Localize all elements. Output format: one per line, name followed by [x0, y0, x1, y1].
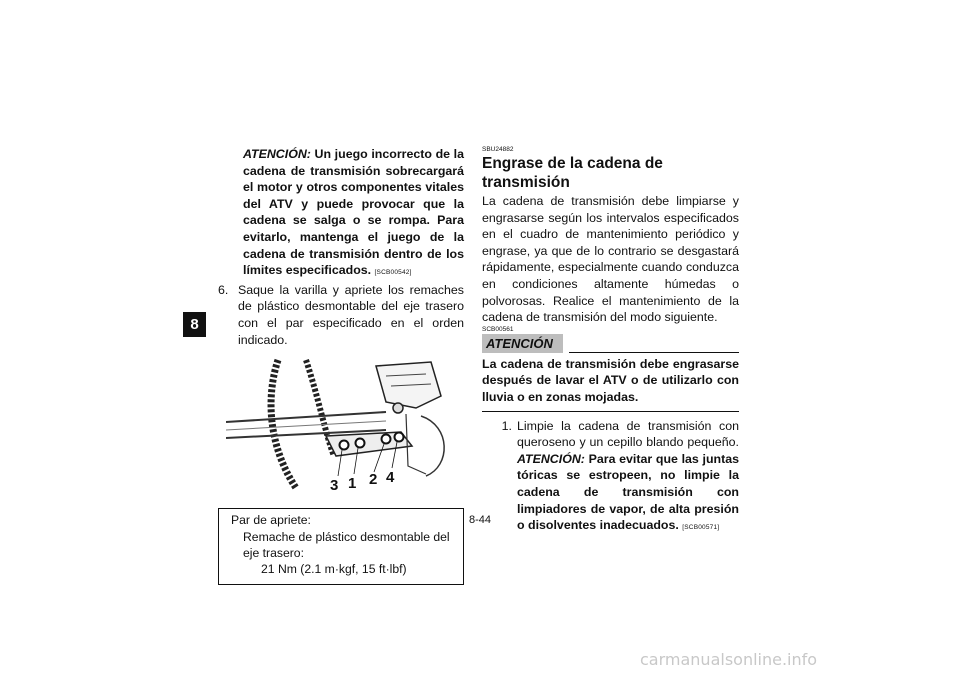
- step-number: 6.: [218, 282, 229, 297]
- spec-title: Par de apriete:: [231, 513, 311, 528]
- attention-code: SCB00561: [482, 325, 514, 333]
- attention-rule: [569, 352, 739, 353]
- step-caution-label: ATENCIÓN:: [517, 451, 585, 466]
- caution-paragraph: [218, 146, 464, 282]
- watermark: carmanualsonline.info: [640, 650, 818, 669]
- spec-item: Remache de plástico desmontable del eje trasero:: [243, 529, 450, 560]
- left-column: [218, 146, 464, 585]
- figure-label-3: 3: [330, 477, 339, 495]
- right-column: [482, 146, 739, 537]
- step-body: [517, 418, 739, 537]
- caution-code: [SCB00542]: [374, 269, 412, 277]
- caution-label: ATENCIÓN:: [243, 147, 311, 161]
- step-text: Limpie la cadena de transmisión con queroseno y un cepillo blando pequeño.: [517, 418, 739, 450]
- step-number: 1.: [501, 418, 512, 433]
- intro-paragraph: La cadena de transmisión debe limpiarse y engrasarse según los intervalos especificados en el cuadro de mantenimiento periódico y engrase, ya que de lo contrario se desgastará rápidamente, especialmente cuando conduzca en condiciones altamente húmedas o polvorosas. Realice el mantenimiento de la cadena de transmisión del modo siguiente.: [482, 194, 739, 325]
- section-code: SBU24882: [482, 146, 514, 153]
- torque-spec-box: [218, 508, 464, 585]
- chapter-tab: 8: [183, 312, 206, 337]
- section-heading: Engrase de la cadena de transmisión: [482, 155, 663, 191]
- step-text: Saque la varilla y apriete los remaches de plástico desmontable del eje trasero con el par especificado en el orden indicado.: [238, 282, 464, 347]
- step-caution-text: Para evitar que las juntas tóricas se estropeen, no limpie la cadena de transmisión con limpiadores de vapor, de alta presión o disolventes inadecuados.: [517, 451, 739, 533]
- figure-label-4: 4: [386, 469, 395, 487]
- attention-text: La cadena de transmisión debe engrasarse después de lavar el ATV o de utilizarlo con lluvia o en zonas mojadas.: [482, 356, 739, 412]
- step-6: [218, 282, 464, 348]
- step-1: [482, 418, 739, 537]
- attention-header: [482, 334, 739, 353]
- spec-value: 21 Nm (2.1 m·kgf, 15 ft·lbf): [261, 562, 407, 577]
- step-caution-code: [SCB00571]: [682, 524, 720, 532]
- figure-label-1: 1: [348, 475, 357, 493]
- page-number: 8-44: [469, 514, 492, 526]
- caution-text: Un juego incorrecto de la cadena de transmisión sobrecargará el motor y otros componentes vitales del ATV y puede provocar que la cadena se salga o se rompa. Para evitarlo, mantenga el juego de la cadena de transmisión dentro de los límites especificados.: [243, 147, 464, 278]
- axle-illustration: [226, 356, 456, 496]
- attention-badge: ATENCIÓN: [482, 334, 563, 353]
- figure-label-2: 2: [369, 471, 378, 489]
- axle-figure: [226, 356, 456, 496]
